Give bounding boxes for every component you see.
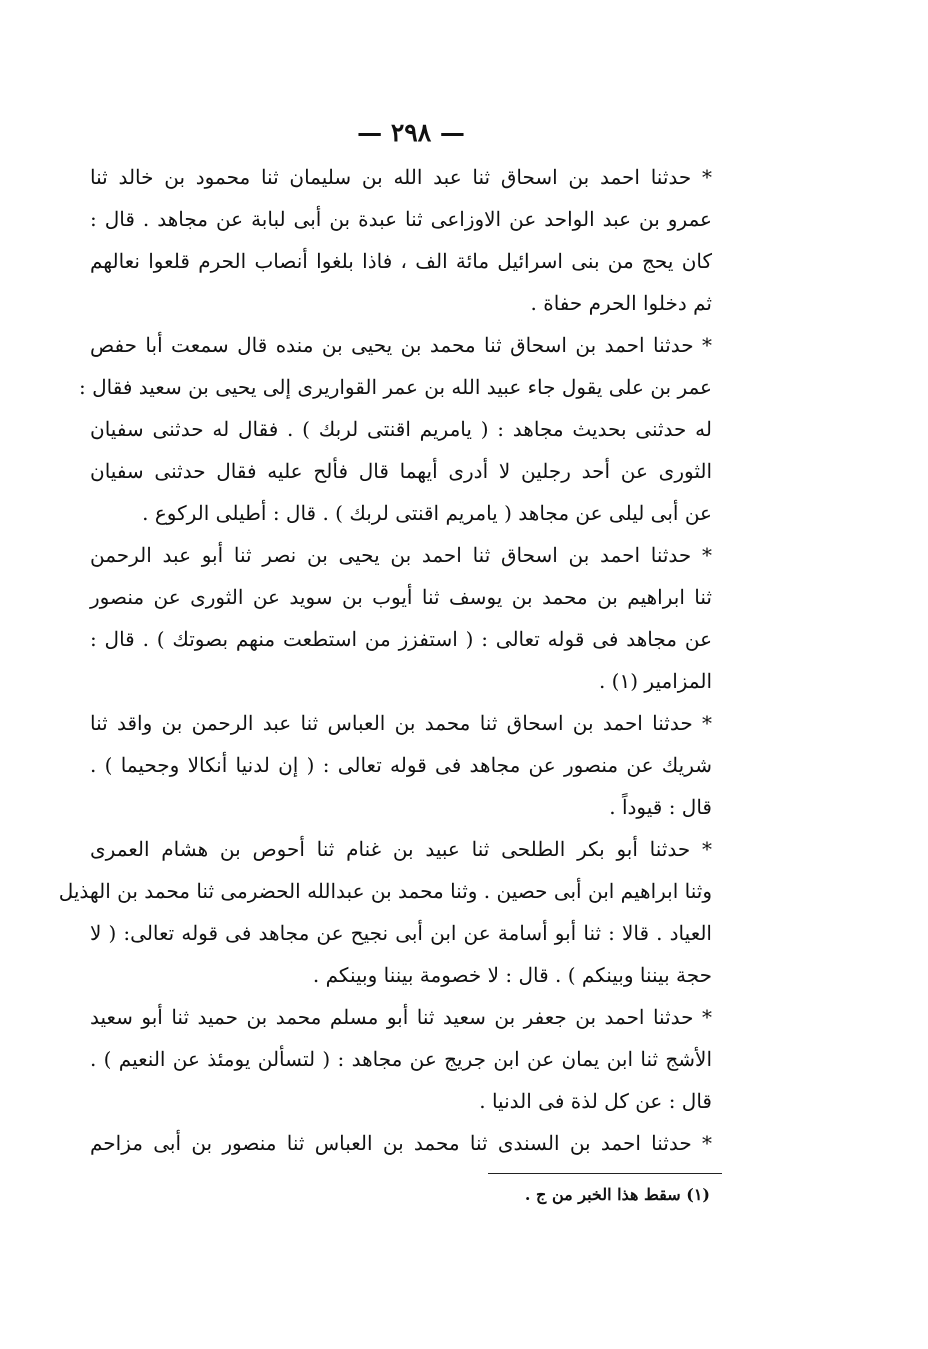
text-line: * حدثنا احمد بن جعفر بن سعيد ثنا أبو مسلم محمد بن حميد ثنا أبو سعيد <box>90 1005 712 1029</box>
text-line: شريك عن منصور عن مجاهد فى قوله تعالى : ( إن لدنيا أنكالا وجحيما ) . <box>90 753 712 777</box>
text-line: المزامير (١) . <box>598 669 712 693</box>
text-line: عمر بن على يقول جاء عبيد الله بن عمر القواريرى إلى يحيى بن سعيد فقال : <box>79 375 712 399</box>
text-line: عن مجاهد فى قوله تعالى : ( استفزز من استطعت منهم بصوتك ) . قال : <box>90 627 712 651</box>
text-line: * حدثنا أبو بكر الطلحى ثنا عبيد بن غنام ثنا أحوص بن هشام العمرى <box>90 837 712 861</box>
text-line: * حدثنا احمد بن اسحاق ثنا احمد بن يحيى بن نصر ثنا أبو عبد الرحمن <box>90 543 712 567</box>
text-line: * حدثنا احمد بن اسحاق ثنا محمد بن العباس ثنا عبد الرحمن بن واقد ثنا <box>90 711 713 735</box>
text-line: له حدثنى بحديث مجاهد : ( يامريم اقنتى لربك ) . فقال له حدثنى سفيان <box>90 417 712 441</box>
footnote-divider <box>488 1173 722 1174</box>
page-number: — ٢٩٨ — <box>357 118 465 147</box>
text-line: عن أبى ليلى عن مجاهد ( يامريم اقنتى لربك ) . قال : أطيلى الركوع . <box>142 501 712 525</box>
text-line: قال : قيوداً . <box>609 795 712 819</box>
text-line: * حدثنا احمد بن السندى ثنا محمد بن العباس ثنا منصور بن أبى مزاحم <box>90 1131 712 1155</box>
text-line: كان يحج من بنى اسرائيل مائة الف ، فاذا بلغوا أنصاب الحرم قلعوا نعالهم <box>90 249 712 273</box>
text-line: العياد . قالا : ثنا أبو أسامة عن ابن أبى نجيح عن مجاهد فى قوله تعالى: ( لا <box>90 921 712 945</box>
text-line: عمرو بن عبد الواحد عن الاوزاعى ثنا عبدة بن أبى لبابة عن مجاهد . قال : <box>90 207 712 231</box>
main-text <box>58 156 713 1164</box>
text-line: * حدثنا احمد بن اسحاق ثنا عبد الله بن سليمان ثنا محمود بن خالد ثنا <box>90 165 712 189</box>
text-line: حجة بيننا وبينكم ) . قال : لا خصومة بيننا وبينكم . <box>312 963 712 987</box>
text-line: قال : عن كل لذة فى الدنيا . <box>479 1089 712 1113</box>
text-line: وثنا ابراهيم ابن أبى حصين . وثنا محمد بن عبدالله الحضرمى ثنا محمد بن الهذيل <box>58 879 712 903</box>
text-line: * حدثنا احمد بن اسحاق ثنا محمد بن يحيى بن منده قال سمعت أبا حفص <box>90 333 712 357</box>
footnote: (١) سقط هذا الخبر من ج . <box>524 1185 710 1204</box>
text-line: ثم دخلوا الحرم حفاة . <box>530 291 712 315</box>
text-line: الثورى عن أحد رجلين لا أدرى أيهما قال فألح عليه فقال حدثنى سفيان <box>90 459 712 483</box>
text-line: ثنا ابراهيم بن محمد بن يوسف ثنا أيوب بن سويد عن الثورى عن منصور <box>90 585 712 609</box>
text-line: الأشج ثنا ابن يمان عن ابن جريج عن مجاهد : ( لتسألن يومئذ عن النعيم ) . <box>90 1047 712 1071</box>
